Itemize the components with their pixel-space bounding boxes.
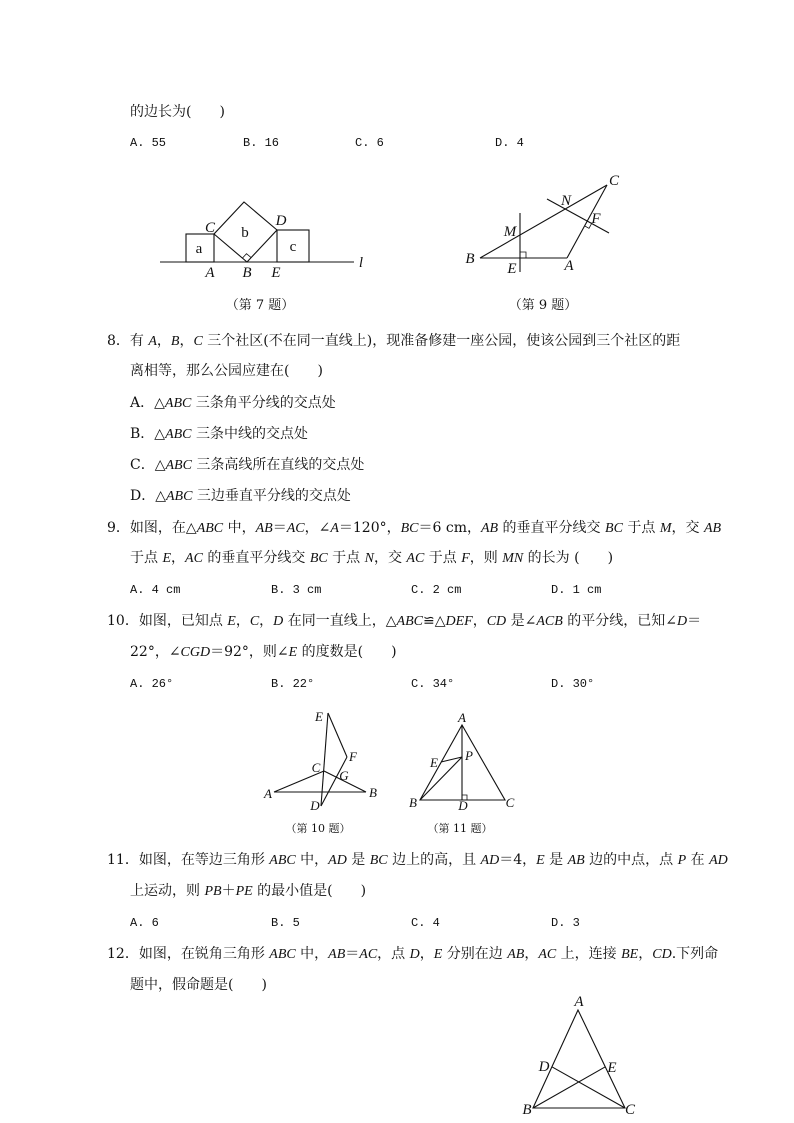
fig12-label-C: C — [624, 1102, 636, 1118]
text-run: 的平分线，已知∠ — [562, 613, 677, 629]
math-variable: CD — [652, 947, 672, 962]
fig7-label-c: c — [289, 239, 297, 255]
text-run: 边的中点，点 — [584, 852, 678, 868]
text-run: ＝ — [272, 520, 287, 536]
text-run: ＝92°，则∠ — [210, 644, 289, 660]
text-run: 上，连接 — [556, 946, 622, 962]
math-variable: AD — [480, 853, 500, 868]
math-variable: N — [364, 551, 374, 566]
fig9-right-angle-E — [520, 252, 526, 258]
math-variable: A — [148, 334, 157, 349]
fig10-label-B: B — [369, 785, 377, 800]
text-run: 三边垂直平分线的交点处 — [192, 488, 351, 504]
math-variable: ABC — [166, 489, 193, 504]
fig9-label-C: C — [608, 173, 620, 189]
text-run: ，则 — [469, 550, 503, 566]
fig11-label-E: E — [430, 755, 438, 770]
math-variable: BC — [605, 521, 623, 536]
math-variable: AD — [328, 853, 347, 868]
text-run: ，交 — [671, 520, 704, 536]
math-variable: AB — [703, 521, 722, 536]
math-variable: BC — [369, 853, 388, 868]
q11-option-b: B. 5 — [271, 916, 300, 930]
fig7-caption: （第 7 题） — [225, 298, 295, 313]
fig9-label-E: E — [507, 261, 517, 277]
fig10-label-C: C — [311, 760, 321, 775]
math-variable: P — [677, 853, 687, 868]
fig10-label-A: A — [264, 786, 272, 801]
text-run: 是∠ — [506, 613, 537, 629]
text-run: 三条角平分线的交点处 — [191, 395, 336, 411]
text-run: 上运动，则 — [130, 883, 205, 899]
math-variable: ACB — [536, 614, 563, 629]
q11-option-d: D. 3 — [551, 916, 580, 930]
math-variable: AC — [406, 551, 425, 566]
fig7-label-A: A — [205, 265, 215, 281]
text-run: ， — [638, 946, 653, 962]
figure-10 — [263, 709, 377, 835]
math-variable: A — [330, 521, 339, 536]
q9-option-c: C. 2 cm — [411, 583, 462, 597]
math-variable: ABC — [396, 614, 423, 629]
math-variable: DEF — [445, 614, 473, 629]
math-variable: BE — [621, 947, 639, 962]
fig9-label-A: A — [564, 258, 574, 274]
text-run: ＝ — [687, 613, 702, 629]
text-run: D．△ — [130, 488, 166, 504]
math-variable: AC — [286, 521, 305, 536]
fig9-label-F: F — [591, 211, 601, 227]
text-run: ＝ — [345, 946, 360, 962]
fig9-label-B: B — [465, 251, 475, 267]
math-variable: F — [461, 551, 470, 566]
fig9-label-M: M — [503, 224, 517, 240]
math-variable: BC — [309, 551, 328, 566]
math-variable: AB — [255, 521, 273, 536]
fig7-label-D: D — [275, 213, 287, 229]
q11-option-a: A. 6 — [130, 916, 159, 930]
fig12-label-E: E — [607, 1060, 617, 1076]
text-run: 的最小值是( ) — [252, 883, 367, 899]
text-run: 的垂直平分线交 — [202, 550, 310, 566]
text-run: 三个社区(不在同一直线上)，现准备修建一座公园，使该公园到三个社区的距 — [202, 333, 681, 349]
math-variable: ABC — [165, 427, 192, 442]
fig7-label-b: b — [241, 225, 249, 241]
q7-option-c: C. 6 — [355, 136, 384, 150]
fig7-right-angle-mark — [242, 254, 251, 258]
fig12-label-D: D — [538, 1059, 550, 1075]
text-run: 10．如图，已知点 — [107, 613, 228, 629]
text-run: 的度数是( ) — [297, 644, 397, 660]
text-run: ＋ — [221, 883, 236, 899]
text-run: ， — [179, 333, 194, 349]
fig10-caption: （第 10 题） — [285, 822, 351, 835]
q10-option-c: C. 34° — [411, 677, 455, 691]
fig9-caption: （第 9 题） — [508, 298, 578, 313]
math-variable: E — [288, 645, 298, 660]
text-run: 12．如图，在锐角三角形 — [107, 946, 270, 962]
text-run: 分别在边 — [442, 946, 508, 962]
text-run: 在 — [686, 852, 710, 868]
text-run: B．△ — [130, 426, 166, 442]
fig7-label-B: B — [242, 265, 252, 281]
fig11-label-A: A — [458, 710, 466, 725]
fig11-label-B: B — [409, 795, 417, 810]
math-variable: ABC — [196, 521, 224, 536]
math-variable: MN — [502, 551, 524, 566]
text-run: 于点 — [424, 550, 462, 566]
math-variable: PE — [235, 884, 253, 899]
fig10-label-F: F — [349, 749, 357, 764]
text-run: ，∠ — [304, 520, 331, 536]
math-variable: M — [659, 521, 672, 536]
math-variable: AD — [709, 853, 728, 868]
text-run: C．△ — [130, 457, 166, 473]
text-run: ＝4， — [499, 852, 537, 868]
q7-option-a: A. 55 — [130, 136, 167, 150]
fig7-label-C: C — [204, 220, 216, 236]
fig11-label-P: P — [465, 748, 473, 763]
text-run: 8．有 — [107, 333, 149, 349]
text-run: ， — [419, 946, 434, 962]
figure-7 — [160, 202, 363, 313]
fig10-label-D: D — [310, 798, 320, 813]
text-run: .下列命 — [671, 946, 719, 962]
q7-option-d: D. 4 — [495, 136, 524, 150]
text-run: 离相等，那么公园应建在( ) — [130, 363, 323, 379]
q10-option-a: A. 26° — [130, 677, 174, 691]
math-variable: AB — [507, 947, 525, 962]
text-run: 于点 — [622, 520, 660, 536]
fig7-label-a: a — [195, 241, 203, 257]
math-variable: E — [536, 853, 545, 868]
math-variable: B — [170, 334, 180, 349]
text-run: 三条高线所在直线的交点处 — [191, 457, 365, 473]
figure-11 — [409, 710, 515, 835]
text-run: ， — [259, 613, 274, 629]
text-run: 在同一直线上，△ — [283, 613, 397, 629]
text-run: ＝120°， — [338, 520, 401, 536]
text-run: 中， — [223, 520, 256, 536]
math-variable: CGD — [180, 645, 211, 660]
text-run: A．△ — [130, 395, 165, 411]
math-variable: AC — [185, 551, 203, 566]
math-variable: AC — [538, 947, 557, 962]
text-run: 是 — [544, 852, 568, 868]
q9-option-d: D. 1 cm — [551, 583, 602, 597]
fig11-label-D: D — [458, 798, 468, 813]
q7-option-b: B. 16 — [243, 136, 280, 150]
text-run: 的垂直平分线交 — [498, 520, 606, 536]
math-variable: E — [433, 947, 443, 962]
text-run: ≌△ — [422, 613, 446, 629]
text-run: ， — [171, 550, 186, 566]
math-variable: AB — [328, 947, 346, 962]
text-run: 中， — [295, 852, 329, 868]
text-run: 于点 — [130, 550, 163, 566]
text-run: ， — [156, 333, 171, 349]
fig12-label-A: A — [574, 994, 584, 1010]
fig10-label-G: G — [339, 768, 349, 783]
text-run: 9．如图，在△ — [107, 520, 197, 536]
q10-option-d: D. 30° — [551, 677, 595, 691]
math-variable: ABC — [269, 853, 296, 868]
text-run: ＝6 cm， — [418, 520, 481, 536]
math-variable: D — [676, 614, 688, 629]
text-run: 三条中线的交点处 — [191, 426, 308, 442]
text-run: ， — [235, 613, 250, 629]
math-variable: AB — [567, 853, 585, 868]
q10-option-b: B. 22° — [271, 677, 315, 691]
text-run: ， — [524, 946, 539, 962]
fig7-label-E: E — [271, 265, 281, 281]
fig9-label-N: N — [560, 193, 572, 209]
math-variable: D — [273, 614, 284, 629]
text-run: 的长为 ( ) — [523, 550, 614, 566]
figure-9 — [465, 173, 620, 313]
text-run: 题中，假命题是( ) — [130, 977, 267, 993]
math-variable: ABC — [164, 396, 192, 411]
math-variable: PB — [204, 884, 222, 899]
math-variable: ABC — [269, 947, 296, 962]
math-variable: AC — [359, 947, 378, 962]
math-variable: CD — [486, 614, 507, 629]
fig11-label-C: C — [505, 795, 515, 810]
q9-option-a: A. 4 cm — [130, 583, 181, 597]
text-run: ，交 — [373, 550, 407, 566]
text-run: 的边长为( ) — [130, 104, 225, 120]
fig10-side-EF — [328, 713, 347, 757]
q11-option-c: C. 4 — [411, 916, 440, 930]
math-variable: E — [162, 551, 172, 566]
text-run: 11．如图，在等边三角形 — [107, 852, 270, 868]
math-variable: ABC — [165, 458, 192, 473]
math-variable: AB — [481, 521, 499, 536]
math-variable: C — [249, 614, 260, 629]
fig12-label-B: B — [522, 1102, 532, 1118]
fig10-label-E: E — [315, 709, 323, 724]
text-run: 22°，∠ — [130, 644, 181, 660]
text-run: 是 — [346, 852, 370, 868]
text-run: 边上的高，且 — [387, 852, 481, 868]
fig11-caption: （第 11 题） — [427, 822, 493, 835]
text-run: ， — [472, 613, 487, 629]
math-variable: C — [193, 334, 203, 349]
text-run: 于点 — [327, 550, 365, 566]
math-variable: E — [227, 614, 236, 629]
math-variable: BC — [400, 521, 419, 536]
figure-12 — [522, 994, 636, 1118]
text-run: ，点 — [377, 946, 410, 962]
math-variable: D — [409, 947, 420, 962]
fig7-label-l: l — [358, 255, 364, 271]
q9-option-b: B. 3 cm — [271, 583, 322, 597]
text-run: 中， — [295, 946, 329, 962]
